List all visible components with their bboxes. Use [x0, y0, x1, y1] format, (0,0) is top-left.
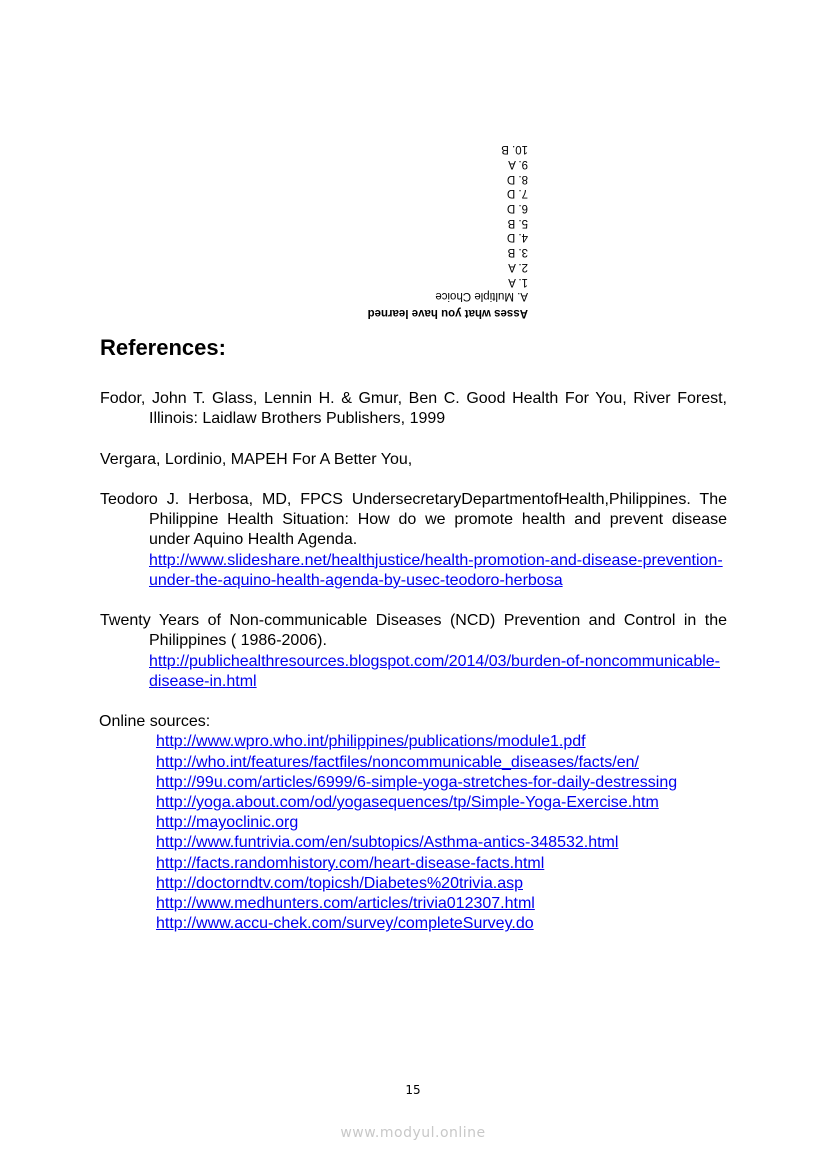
online-source-link[interactable]: http://facts.randomhistory.com/heart-disease-facts.html [156, 854, 545, 872]
reference-link[interactable]: http://publichealthresources.blogspot.com/2014/03/burden-of-noncommunicable-disease-in.html [149, 652, 721, 690]
online-source-link[interactable]: http://99u.com/articles/6999/6-simple-yoga-stretches-for-daily-destressing [156, 773, 678, 791]
reference-vergara [100, 450, 727, 470]
online-source-link[interactable]: http://www.medhunters.com/articles/trivia012307.html [156, 895, 535, 913]
answer-key-item: 3. B [507, 246, 528, 259]
reference-text: Teodoro J. Herbosa, MD, FPCS UndersecretaryDepartmentofHealth,Philippines. The Philippine Health Situation: How do we promote health and prevent disease under Aquino Health Agenda. [100, 490, 727, 549]
answer-key-item: 6. D [506, 202, 528, 215]
list-item [156, 793, 727, 813]
watermark: www.modyul.online [340, 1125, 486, 1141]
answer-key-item: 9. A [508, 157, 528, 170]
reference-text: Twenty Years of Non-communicable Diseases (NCD) Prevention and Control in the Philippines ( 1986-2006). [100, 612, 727, 650]
list-item [156, 894, 727, 914]
online-source-link[interactable]: http://who.int/features/factfiles/noncommunicable_diseases/facts/en/ [156, 753, 639, 771]
reference-fodor [100, 389, 727, 429]
page-number: 15 [405, 1083, 421, 1097]
answer-key-block [352, 136, 528, 320]
online-source-link[interactable]: http://www.wpro.who.int/philippines/publications/module1.pdf [156, 733, 586, 751]
answer-key-section: A. Multiple Choice [435, 290, 528, 303]
reference-herbosa [100, 490, 727, 591]
answer-key-heading: Asses what you have learned [367, 307, 528, 319]
answer-key-item: 10. B [501, 143, 528, 156]
answer-key-item: 8. D [506, 172, 528, 185]
reference-link[interactable]: http://www.slideshare.net/healthjustice/health-promotion-and-disease-prevention-under-the-aquino-health-agenda-by-usec-teodoro-herbosa [149, 551, 723, 589]
online-source-link[interactable]: http://www.funtrivia.com/en/subtopics/Asthma-antics-348532.html [156, 834, 619, 852]
reference-ncd [100, 611, 727, 692]
list-item [156, 753, 727, 773]
answer-key-item: 2. A [508, 260, 528, 273]
online-sources-label: Online sources: [99, 713, 211, 731]
answer-key-item: 7. D [506, 187, 528, 200]
online-source-link[interactable]: http://doctorndtv.com/topicsh/Diabetes%20trivia.asp [156, 874, 523, 892]
reference-text: Fodor, John T. Glass, Lennin H. & Gmur, Ben C. Good Health For You, River Forest, Illinois: Laidlaw Brothers Publishers, 1999 [100, 390, 727, 428]
answer-key-item: 4. D [506, 231, 528, 244]
online-source-link[interactable]: http://mayoclinic.org [156, 814, 299, 832]
list-item [156, 813, 727, 833]
online-sources [100, 712, 727, 934]
list-item [156, 833, 727, 853]
list-item [156, 773, 727, 793]
list-item [156, 914, 727, 934]
list-item [156, 854, 727, 874]
online-sources-list [100, 732, 727, 934]
answer-key-item: 1. A [508, 275, 528, 288]
online-source-link[interactable]: http://yoga.about.com/od/yogasequences/tp/Simple-Yoga-Exercise.htm [156, 794, 659, 811]
references-title: References: [100, 335, 226, 360]
references-section [100, 389, 727, 934]
answer-key-item: 5. B [507, 216, 528, 229]
list-item [156, 732, 727, 752]
reference-text: Vergara, Lordinio, MAPEH For A Better You, [100, 450, 413, 468]
online-source-link[interactable]: http://www.accu-chek.com/survey/completeSurvey.do [156, 915, 534, 933]
list-item [156, 874, 727, 894]
